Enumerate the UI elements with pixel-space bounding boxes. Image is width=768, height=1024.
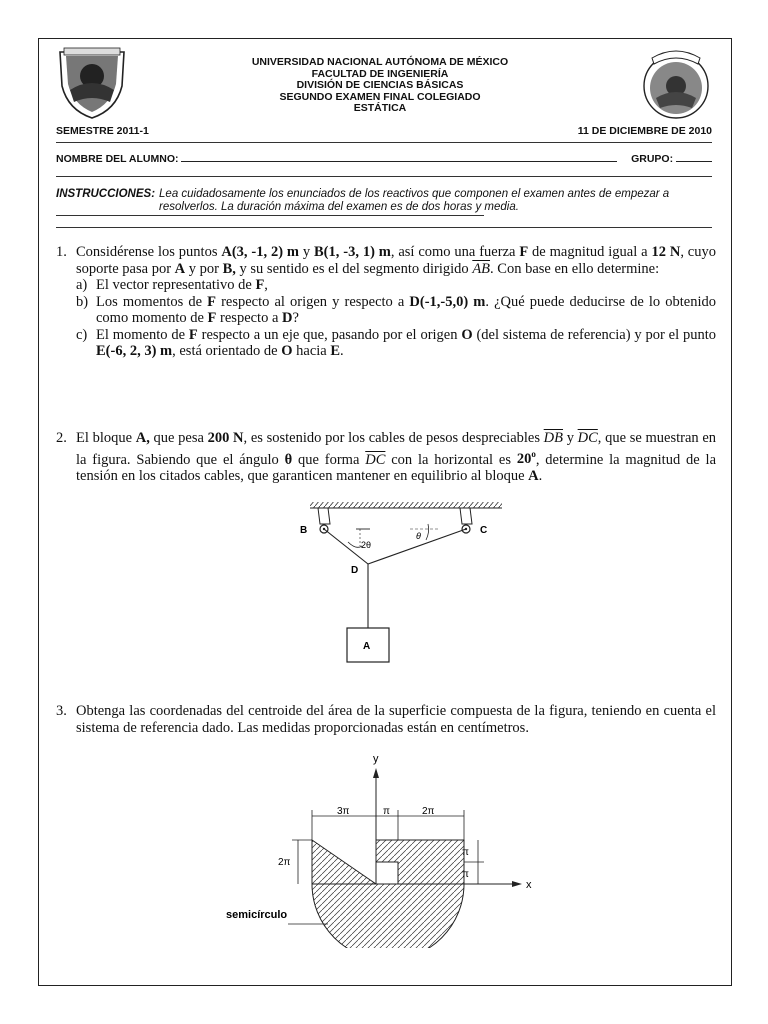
header-subject: ESTÁTICA bbox=[353, 102, 407, 114]
group-label: GRUPO: bbox=[631, 153, 674, 165]
instructions-label: INSTRUCCIONES: bbox=[56, 188, 156, 200]
support-c bbox=[460, 508, 472, 524]
semicircle-label: semicírculo bbox=[226, 909, 288, 921]
question-1c: c) El momento de F respecto a un eje que, pasando por el origen O (del sistema de referencia) y por el punto E(-6, 2, 3) m, está orientado de O hacia E. bbox=[76, 326, 716, 359]
question-1a: a) El vector representativo de F, bbox=[76, 277, 268, 293]
dim-2pi-top: 2π bbox=[422, 806, 435, 817]
ingenieria-seal-icon bbox=[640, 46, 712, 120]
label-d: D bbox=[351, 565, 359, 576]
question-3-text: Obtenga las coordenadas del centroide del área de la superficie compuesta de la figura, teniendo en cuenta el sistema de referencia dado. Las medidas proporcionadas están en centímetros. bbox=[76, 703, 716, 736]
header-exam: SEGUNDO EXAMEN FINAL COLEGIADO bbox=[279, 90, 481, 103]
y-axis-label: y bbox=[373, 753, 379, 765]
label-theta: θ bbox=[416, 531, 421, 541]
dim-2pi-left: 2π bbox=[278, 857, 291, 868]
question-number: 3. bbox=[56, 703, 67, 719]
student-name-field bbox=[56, 152, 617, 165]
header-division: DIVISIÓN DE CIENCIAS BÁSICAS bbox=[296, 79, 464, 91]
divider bbox=[56, 176, 712, 177]
triangle-region bbox=[312, 840, 376, 884]
header-university: UNIVERSIDAD NACIONAL AUTÓNOMA DE MÉXICO bbox=[251, 56, 509, 68]
question-1 bbox=[56, 244, 716, 360]
exam-header bbox=[190, 57, 570, 115]
cable-db: $\overline{DB}$ bbox=[543, 430, 564, 446]
question-2-text: El bloque A, que pesa 200 N, es sostenido por los cables de pesos despreciables $\overline{DB}$ y $\overline{DC}$, que se muestran en la figura. Sabiendo que el ángulo θ que forma $\overline{DC}$ con la horizontal es 20$^o$, determine la magnitud de la tensión en los citados cables, que garanticen mantener en equilibrio al bloque A. bbox=[76, 430, 717, 484]
semester: SEMESTRE 2011-1 bbox=[56, 125, 149, 137]
upper-rect-region bbox=[376, 840, 464, 884]
label-b: B bbox=[300, 525, 308, 536]
exam-date: 11 DE DICIEMBRE DE 2010 bbox=[577, 125, 712, 137]
support-b bbox=[318, 508, 330, 524]
unam-seal-icon bbox=[56, 46, 128, 120]
question-1b: b) Los momentos de F respecto al origen y respecto a D(-1,-5,0) m. ¿Qué puede deducirse de lo obtenido como momento de F respecto a D? bbox=[76, 293, 716, 326]
dim-3pi: 3π bbox=[337, 806, 350, 817]
composite-area-figure bbox=[220, 748, 550, 948]
vector-ab: $\overline{AB}$ bbox=[472, 260, 491, 277]
header-faculty: FACULTAD DE INGENIERÍA bbox=[311, 67, 449, 80]
dim-pi: π bbox=[383, 806, 390, 817]
semicircle-region bbox=[312, 884, 464, 948]
label-2theta: 2θ bbox=[361, 540, 372, 550]
question-number: 2. bbox=[56, 430, 67, 446]
instructions bbox=[56, 188, 716, 214]
x-axis-label: x bbox=[526, 879, 532, 891]
question-number: 1. bbox=[56, 244, 67, 260]
label-c: C bbox=[480, 525, 488, 536]
divider bbox=[56, 142, 712, 143]
divider bbox=[56, 215, 484, 216]
divider bbox=[56, 227, 712, 228]
group-field bbox=[631, 152, 712, 165]
question-2 bbox=[56, 430, 716, 484]
ceiling bbox=[310, 502, 502, 508]
question-3 bbox=[56, 703, 716, 736]
cable-figure bbox=[290, 500, 510, 670]
question-1-text: Considérense los puntos A(3, -1, 2) m y B(1, -3, 1) m, así como una fuerza F de magnitud igual a 12 N, cuyo soporte pasa por A y por B, y su sentido es el del segmento dirigido $\overline{AB}$. Con base en ello determine: bbox=[76, 244, 716, 277]
dim-pi-right-2: π bbox=[462, 869, 469, 880]
student-name-label: NOMBRE DEL ALUMNO: bbox=[56, 153, 179, 165]
dim-pi-right-1: π bbox=[462, 847, 469, 858]
cable-dc: $\overline{DC}$ bbox=[577, 430, 598, 446]
instructions-text: Lea cuidadosamente los enunciados de los reactivos que componen el examen antes de empezar a resolverlos. La duración máxima del examen es de dos horas y media. bbox=[159, 188, 670, 213]
label-a: A bbox=[363, 641, 371, 652]
